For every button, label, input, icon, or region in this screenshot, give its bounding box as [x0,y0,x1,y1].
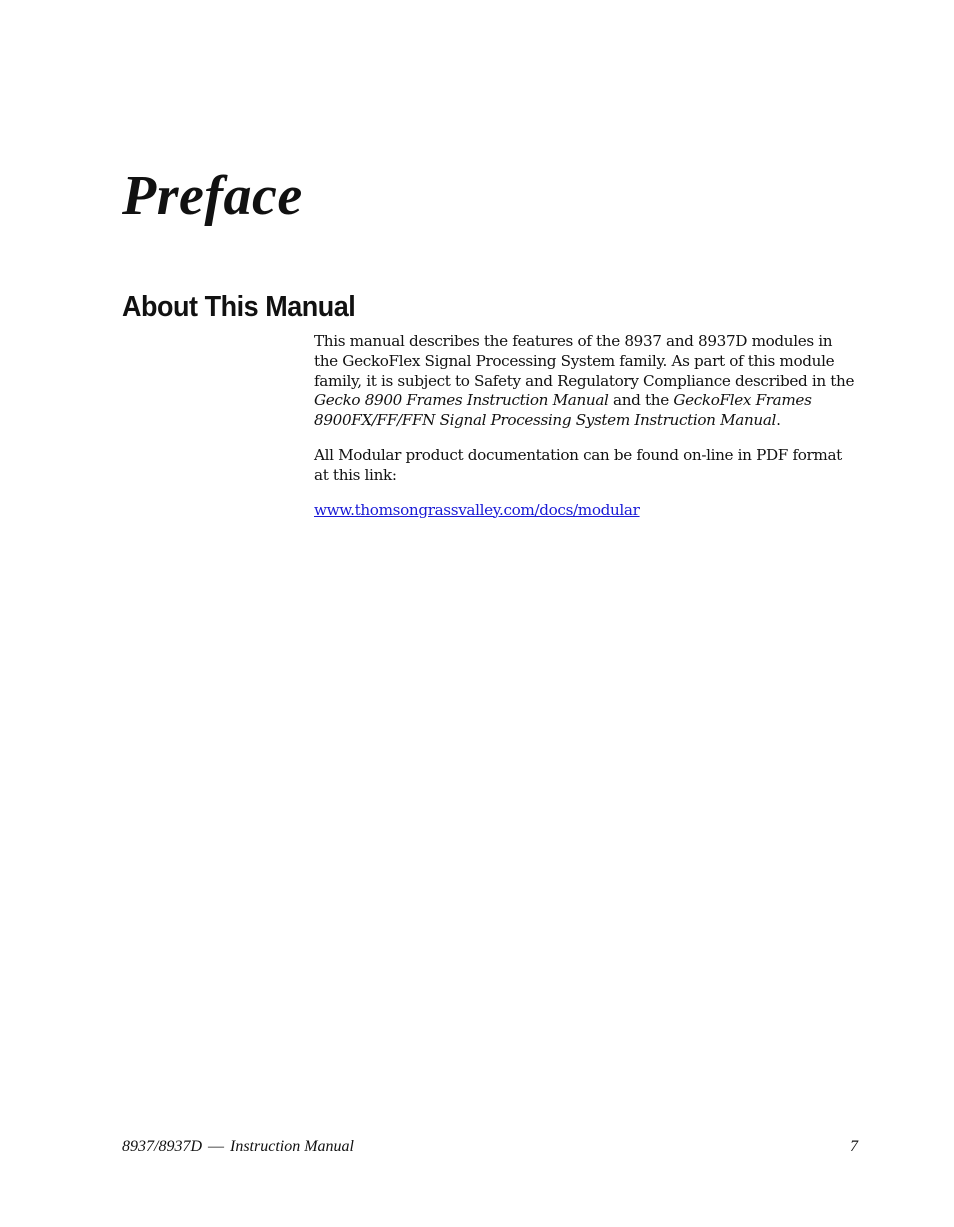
footer-doc-name: 8937/8937D [122,1138,202,1155]
footer-doc-type: Instruction Manual [230,1138,354,1155]
link-paragraph [314,501,860,521]
page-number: 7 [850,1138,858,1155]
footer-separator: — [208,1138,224,1155]
intro-paragraph [314,332,860,431]
intro-text-1: This manual describes the features of the 8937 and 8937D modules in the GeckoFlex Signal Processing System family. As part of this module family, it is subject to Safety and Regulatory Compliance described in the [314,332,855,390]
gecko-manual-reference: Gecko 8900 Frames Instruction Manual [314,391,609,410]
chapter-title: Preface [122,165,303,227]
intro-text-3: . [776,411,781,430]
documentation-paragraph: All Modular product documentation can be found on-line in PDF format at this link: [314,445,842,484]
geckoflex-manual-reference: GeckoFlex Frames 8900FX/FF/FFN Signal Processing System Instruction Manual [314,391,812,430]
documentation-link[interactable]: www.thomsongrassvalley.com/docs/modular [314,500,640,519]
intro-text-2: and the [608,391,674,410]
section-body [314,332,860,535]
section-heading: About This Manual [122,291,356,323]
footer-doc-title [122,1137,354,1157]
